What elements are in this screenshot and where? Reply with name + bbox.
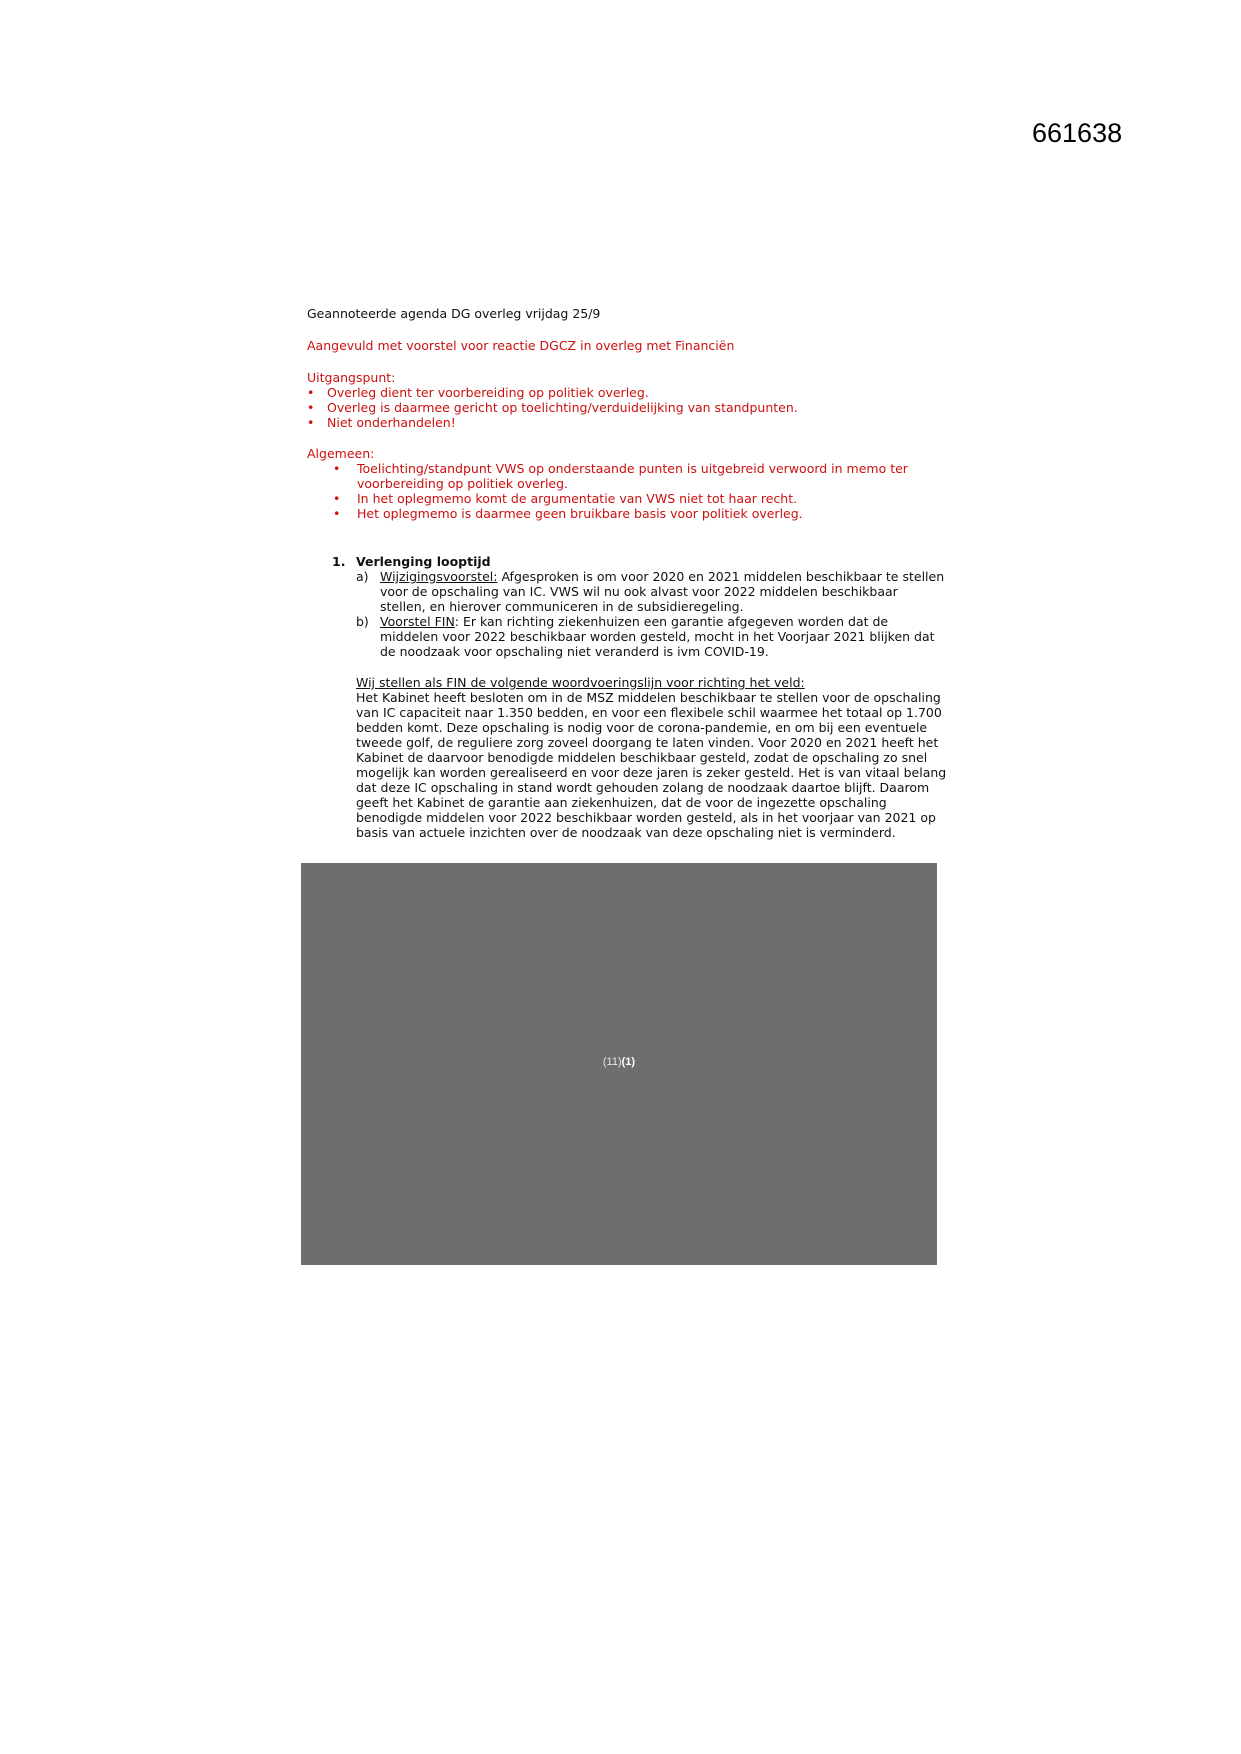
uitgangspunt-list (307, 385, 947, 430)
woordvoeringslijn-block (356, 675, 947, 840)
uitgangspunt-heading: Uitgangspunt: (307, 370, 396, 385)
redaction-block (301, 863, 937, 1265)
list-item: • Toelichting/standpunt VWS op onderstaande punten is uitgebreid verwoord in memo ter voorbereiding op politiek overleg. (333, 461, 947, 491)
subitem-b (356, 614, 947, 659)
redaction-code-prefix: (11) (602, 1056, 622, 1068)
woordvoeringslijn-text: Het Kabinet heeft besloten om in de MSZ middelen beschikbaar te stellen voor de opschaling van IC capaciteit naar 1.350 bedden, en voor een flexibele schil waarmee het totaal op 1.700 bedden komt. Deze opschaling is nodig voor de corona-pandemie, en om bij een eventuele tweede golf, de reguliere zorg zoveel doorgang te laten vinden. Voor 2020 en 2021 heeft het Kabinet de daarvoor benodigde middelen beschikbaar gesteld, zodat de opschaling zo snel mogelijk kan worden gerealiseerd en voor deze jaren is zeker gesteld. Het is van vitaal belang dat deze IC opschaling in stand wordt gehouden zolang de noodzaak daartoe blijft. Daarom geeft het Kabinet de garantie aan ziekenhuizen, dat de voor de ingezette opschaling benodigde middelen voor 2022 beschikbaar worden gesteld, als in het voorjaar van 2021 op basis van actuele inzichten over de noodzaak van deze opschaling niet is verminderd. (356, 690, 947, 840)
section-title: Verlenging looptijd (356, 554, 491, 569)
section-heading (332, 554, 947, 569)
woordvoeringslijn-heading: Wij stellen als FIN de volgende woordvoeringslijn voor richting het veld: (356, 675, 805, 690)
list-item: • Overleg is daarmee gericht op toelichting/verduidelijking van standpunten. (307, 400, 947, 415)
document-number: 661638 (1032, 118, 1123, 148)
subitem-letter: a) (356, 569, 369, 584)
uitgangspunt-block (307, 370, 947, 430)
subtitle: Aangevuld met voorstel voor reactie DGCZ in overleg met Financiën (307, 338, 735, 353)
algemeen-list (333, 461, 947, 521)
subitem-text: : Er kan richting ziekenhuizen een garantie afgegeven worden dat de middelen voor 2022 beschikbaar worden gesteld, mocht in het Voorjaar 2021 blijken dat de noodzaak voor opschaling niet veranderd is ivm COVID-19. (380, 614, 935, 659)
list-item: • In het oplegmemo komt de argumentatie van VWS niet tot haar recht. (333, 491, 947, 506)
subitem-letter: b) (356, 614, 369, 629)
list-item: • Het oplegmemo is daarmee geen bruikbare basis voor politiek overleg. (333, 506, 947, 521)
subitem-label: Voorstel FIN (380, 614, 455, 629)
section-number: 1. (332, 554, 346, 569)
document-body (307, 306, 947, 840)
redaction-code (301, 1056, 937, 1068)
section-subitems (356, 569, 947, 659)
algemeen-heading: Algemeen: (307, 446, 375, 461)
redaction-code-bold: (1) (621, 1056, 636, 1068)
section-verlenging-looptijd (332, 554, 947, 840)
subitem-text: Afgesproken is om voor 2020 en 2021 middelen beschikbaar te stellen voor de opschaling van IC. VWS wil nu ook alvast voor 2022 middelen beschikbaar stellen, en hierover communiceren in de subsidieregeling. (380, 569, 945, 614)
algemeen-block (307, 446, 947, 521)
list-item: • Niet onderhandelen! (307, 415, 947, 430)
subitem-a (356, 569, 947, 614)
list-item: • Overleg dient ter voorbereiding op politiek overleg. (307, 385, 947, 400)
subitem-label: Wijzigingsvoorstel: (380, 569, 498, 584)
page-title: Geannoteerde agenda DG overleg vrijdag 25/9 (307, 306, 601, 321)
